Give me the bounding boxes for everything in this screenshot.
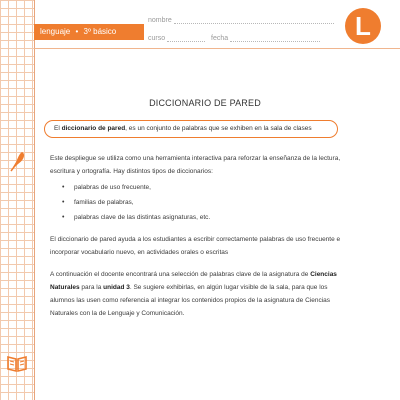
- curso-label: curso: [148, 35, 166, 42]
- definition-post: , es un conjunto de palabras que se exhiben en la sala de clases: [125, 125, 312, 132]
- subject-badge: L: [345, 8, 381, 44]
- subject-label: lenguaje: [40, 27, 71, 36]
- paragraph-selection: [50, 268, 350, 320]
- separator: •: [75, 27, 79, 36]
- list-item: • familias de palabras,: [50, 195, 350, 210]
- header-rule: [34, 48, 400, 49]
- definition-box: [44, 120, 338, 138]
- quill-icon: [6, 150, 28, 172]
- intro-paragraph: Este despliegue se utiliza como una herramienta interactiva para reforzar la enseñanza de la lectura, escritura y ortografía. Hay distintos tipos de diccionarios:: [50, 155, 341, 175]
- fecha-line[interactable]: [230, 35, 320, 42]
- grade-label: 3º básico: [83, 27, 117, 36]
- unit-name: unidad 3: [103, 284, 130, 291]
- nombre-line[interactable]: [174, 17, 334, 24]
- margin-rule: [34, 0, 35, 400]
- open-book-icon: [6, 352, 28, 374]
- nombre-row: [148, 17, 334, 24]
- grid-margin: [0, 0, 34, 400]
- paragraph-purpose: El diccionario de pared ayuda a los estudiantes a escribir correctamente palabras de uso frecuente e incorporar vocabulario nuevo, en actividades orales o escritas: [50, 236, 341, 256]
- list-item: • palabras de uso frecuente,: [50, 180, 350, 195]
- definition-term: diccionario de pared: [61, 125, 126, 132]
- dictionary-types: [50, 180, 350, 225]
- curso-row: [148, 35, 320, 42]
- nombre-label: nombre: [148, 17, 172, 24]
- subject-tab: [34, 24, 144, 40]
- fecha-label: fecha: [211, 35, 229, 42]
- selection-text-2: para la: [79, 284, 104, 291]
- curso-line[interactable]: [167, 35, 205, 42]
- page-title: DICCIONARIO DE PARED: [149, 98, 261, 108]
- selection-text-1: A continuación el docente encontrará una selección de palabras clave de la asignatura de: [50, 271, 311, 278]
- subject-name: Ciencias Naturales: [50, 271, 337, 291]
- selection-text-3: . Se sugiere exhibirlas, en algún lugar visible de la sala, para que los alumnos las usen como referencia al integrar los contenidos propios de la asignatura de Ciencias Naturales con la de Lenguaje y Comunicación.: [50, 284, 331, 317]
- definition-pre: El: [54, 125, 62, 132]
- list-item: • palabras clave de las distintas asignaturas, etc.: [50, 210, 350, 225]
